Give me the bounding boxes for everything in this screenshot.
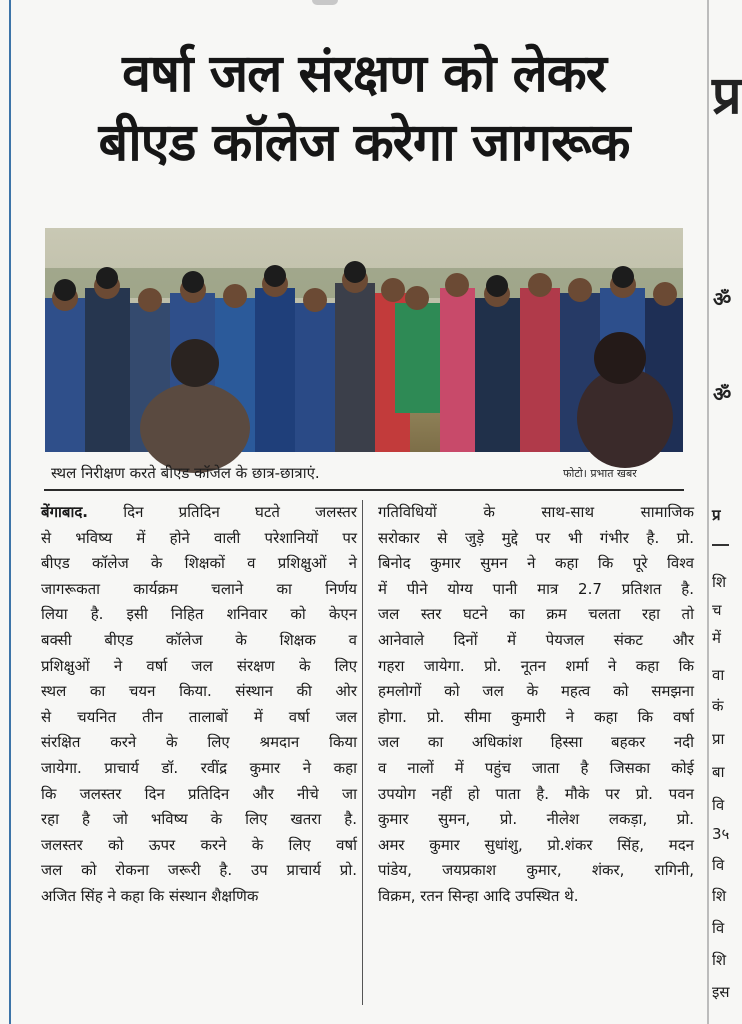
article-line: [41, 500, 357, 526]
adjacent-line: प्रा: [712, 730, 725, 748]
adjacent-bullet-1: ॐ: [713, 287, 732, 311]
article-line: जायेगा. प्राचार्य डॉ. रवींद्र कुमार ने कहा: [41, 758, 357, 777]
article-line: लिया है. इसी निहित शनिवार को केएन: [41, 605, 357, 624]
article-line: बक्सी बीएड कॉलेज के शिक्षक व: [41, 630, 357, 649]
article-line: में पीने योग्य पानी मात्र 2.7 प्रतिशत है.: [378, 579, 694, 598]
article-line: अजित सिंह ने कहा कि संस्थान शैक्षणिक: [41, 886, 259, 905]
adjacent-headline-glyph: प्र: [712, 66, 742, 126]
adjacent-line: शि: [712, 573, 727, 591]
headline: [34, 40, 694, 178]
adjacent-subhead: प्र: [712, 506, 721, 524]
clipped-top-mark: [312, 0, 338, 5]
adjacent-line: इस: [712, 983, 730, 1001]
article-line: जागरूकता कार्यक्रम चलाने का निर्णय: [41, 579, 357, 598]
caption-rule: [44, 489, 684, 491]
adjacent-line: वा: [712, 666, 725, 684]
news-photo: [45, 228, 683, 452]
article-line: से भविष्य में होने वाली परेशानियों पर: [41, 528, 357, 547]
adjacent-bullet-2: ॐ: [713, 382, 732, 406]
adjacent-line: वि: [712, 796, 725, 814]
adjacent-line: शि: [712, 887, 727, 905]
article-line: गतिविधियों के साथ-साथ सामाजिक: [378, 503, 694, 521]
adjacent-line: वि: [712, 856, 725, 874]
article-line: जल स्तर घटने का क्रम चलता रहा तो: [378, 605, 694, 624]
column-separator-rule: [707, 0, 709, 1024]
article-column-left: [41, 500, 357, 910]
article-line: कुमार सुमन, प्रो. नीलेश लकड़ा, प्रो.: [378, 810, 694, 829]
article-line: गहरा जायेगा. प्रो. नूतन शर्मा ने कहा कि: [378, 656, 694, 675]
adjacent-line: बा: [712, 763, 725, 781]
article-line: बिनोद कुमार सुमन ने कहा कि पूरे विश्व: [378, 554, 694, 573]
article-line: आनेवाले दिनों में पेयजल संकट और: [378, 630, 694, 649]
article-line: कि जलस्तर दिन प्रतिदिन और नीचे जा: [41, 784, 357, 803]
article-column-right: [378, 500, 694, 910]
article-line: अमर कुमार सुधांशु, प्रो.शंकर सिंह, मदन: [378, 835, 694, 854]
photo-credit: फोटो। प्रभात खबर: [563, 467, 637, 480]
article-line: पांडेय, जयप्रकाश कुमार, शंकर, रागिनी,: [378, 861, 694, 880]
dateline: बेंगाबाद.: [41, 503, 89, 521]
article-line: व नालों में पहुंच जाता है जिसका कोई: [378, 758, 694, 777]
adjacent-line: च: [712, 601, 722, 619]
adjacent-line: वि: [712, 919, 725, 937]
article-line: बीएड कॉलेज के शिक्षकों व प्रशिक्षुओं ने: [41, 554, 357, 573]
article-line: से चयनित तीन तालाबों में वर्षा जल: [41, 707, 357, 726]
article-line: होगा. प्रो. सीमा कुमारी ने कहा कि वर्षा: [378, 707, 694, 726]
article-line: जलस्तर को ऊपर करने के लिए वर्षा: [41, 835, 357, 854]
headline-line-1: वर्षा जल संरक्षण को लेकर: [122, 44, 606, 104]
adjacent-line: में: [712, 629, 721, 647]
headline-line-2: बीएड कॉलेज करेगा जागरूक: [98, 113, 630, 174]
article-line: जल का अधिकांश हिस्सा बहकर नदी: [378, 733, 694, 752]
article-line-text: दिन प्रतिदिन घटते जलस्तर: [88, 503, 357, 521]
left-margin-rule: [9, 0, 11, 1024]
adjacent-line: शि: [712, 951, 727, 969]
article-line: संरक्षित करने के लिए श्रमदान किया: [41, 733, 357, 752]
article-line: रहा है जो भविष्य के लिए खतरा है.: [41, 810, 357, 829]
article-line: स्थल का चयन किया. संस्थान की ओर: [41, 682, 357, 701]
article-line: जल को रोकना जरूरी है. उप प्राचार्य प्रो.: [41, 861, 357, 880]
photo-caption: स्थल निरीक्षण करते बीएड कॉजेल के छात्र-छात्राएं.: [51, 464, 320, 482]
article-line: उपयोग नहीं हो पाता है. मौके पर प्रो. पवन: [378, 784, 694, 803]
adjacent-line: कं: [712, 697, 724, 715]
article-line: प्रशिक्षुओं ने वर्षा जल संरक्षण के लिए: [41, 656, 357, 675]
article-line: हमलोगों को जल के महत्व को समझना: [378, 682, 694, 701]
students-group-photo: [45, 228, 683, 452]
adjacent-rule: [712, 544, 729, 546]
article-line: सरोकार से जुड़े मुद्दे पर भी गंभीर है. प्रो.: [378, 528, 694, 547]
column-divider: [362, 500, 363, 1005]
adjacent-line: 3५: [712, 825, 730, 843]
article-line: विक्रम, रतन सिन्हा आदि उपस्थित थे.: [378, 886, 579, 905]
